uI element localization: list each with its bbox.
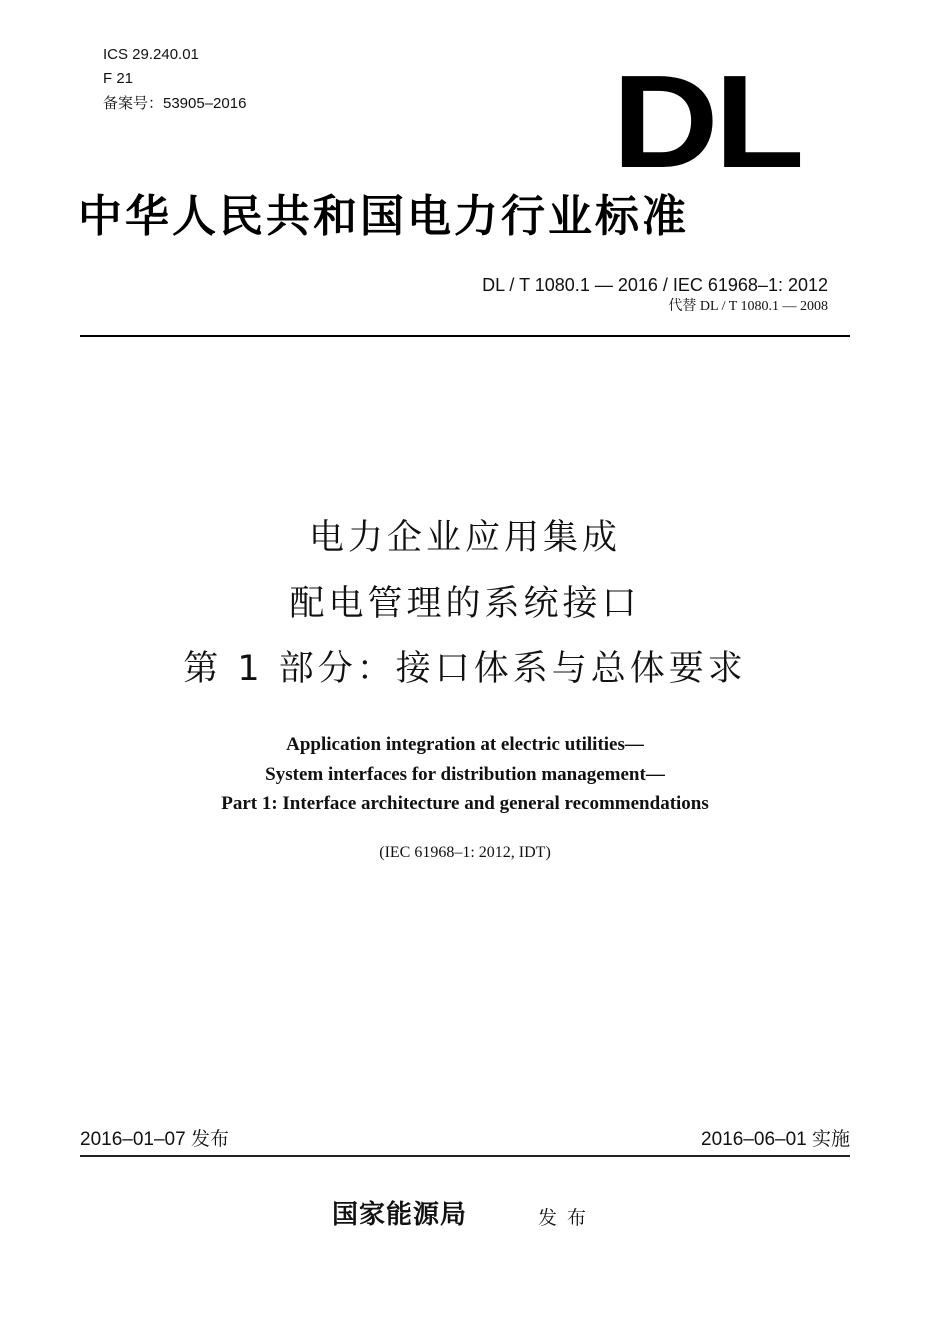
ccs-code: F 21 (103, 70, 134, 87)
english-title-line-3: Part 1: Interface architecture and general recommendations (221, 793, 709, 814)
footer-divider (80, 1155, 850, 1157)
english-title-line-1: Application integration at electric utilities— (286, 734, 644, 755)
standard-number: DL / T 1080.1 — 2016 / IEC 61968–1: 2012 (482, 275, 828, 295)
equivalence-note: (IEC 61968–1: 2012, IDT) (379, 844, 551, 861)
dl-logo: DL (612, 48, 801, 195)
filing-number: 备案号：53905–2016 (103, 95, 247, 112)
issue-date: 2016–01–07 发布 (80, 1129, 229, 1150)
header-divider (80, 335, 850, 337)
organization-title: 中华人民共和国电力行业标准 (78, 191, 689, 242)
replaces-standard: 代替 DL / T 1080.1 — 2008 (668, 299, 828, 314)
chinese-title-line-2: 配电管理的系统接口 (289, 584, 641, 624)
publisher-name: 国家能源局 (332, 1200, 468, 1230)
ics-code: ICS 29.240.01 (103, 46, 199, 63)
chinese-title-line-1: 电力企业应用集成 (308, 518, 621, 558)
chinese-title-line-3: 第 1 部分：接口体系与总体要求 (183, 649, 747, 689)
implementation-date: 2016–06–01 实施 (701, 1129, 850, 1150)
publish-label: 发布 (538, 1207, 597, 1229)
english-title-line-2: System interfaces for distribution management— (265, 764, 665, 785)
